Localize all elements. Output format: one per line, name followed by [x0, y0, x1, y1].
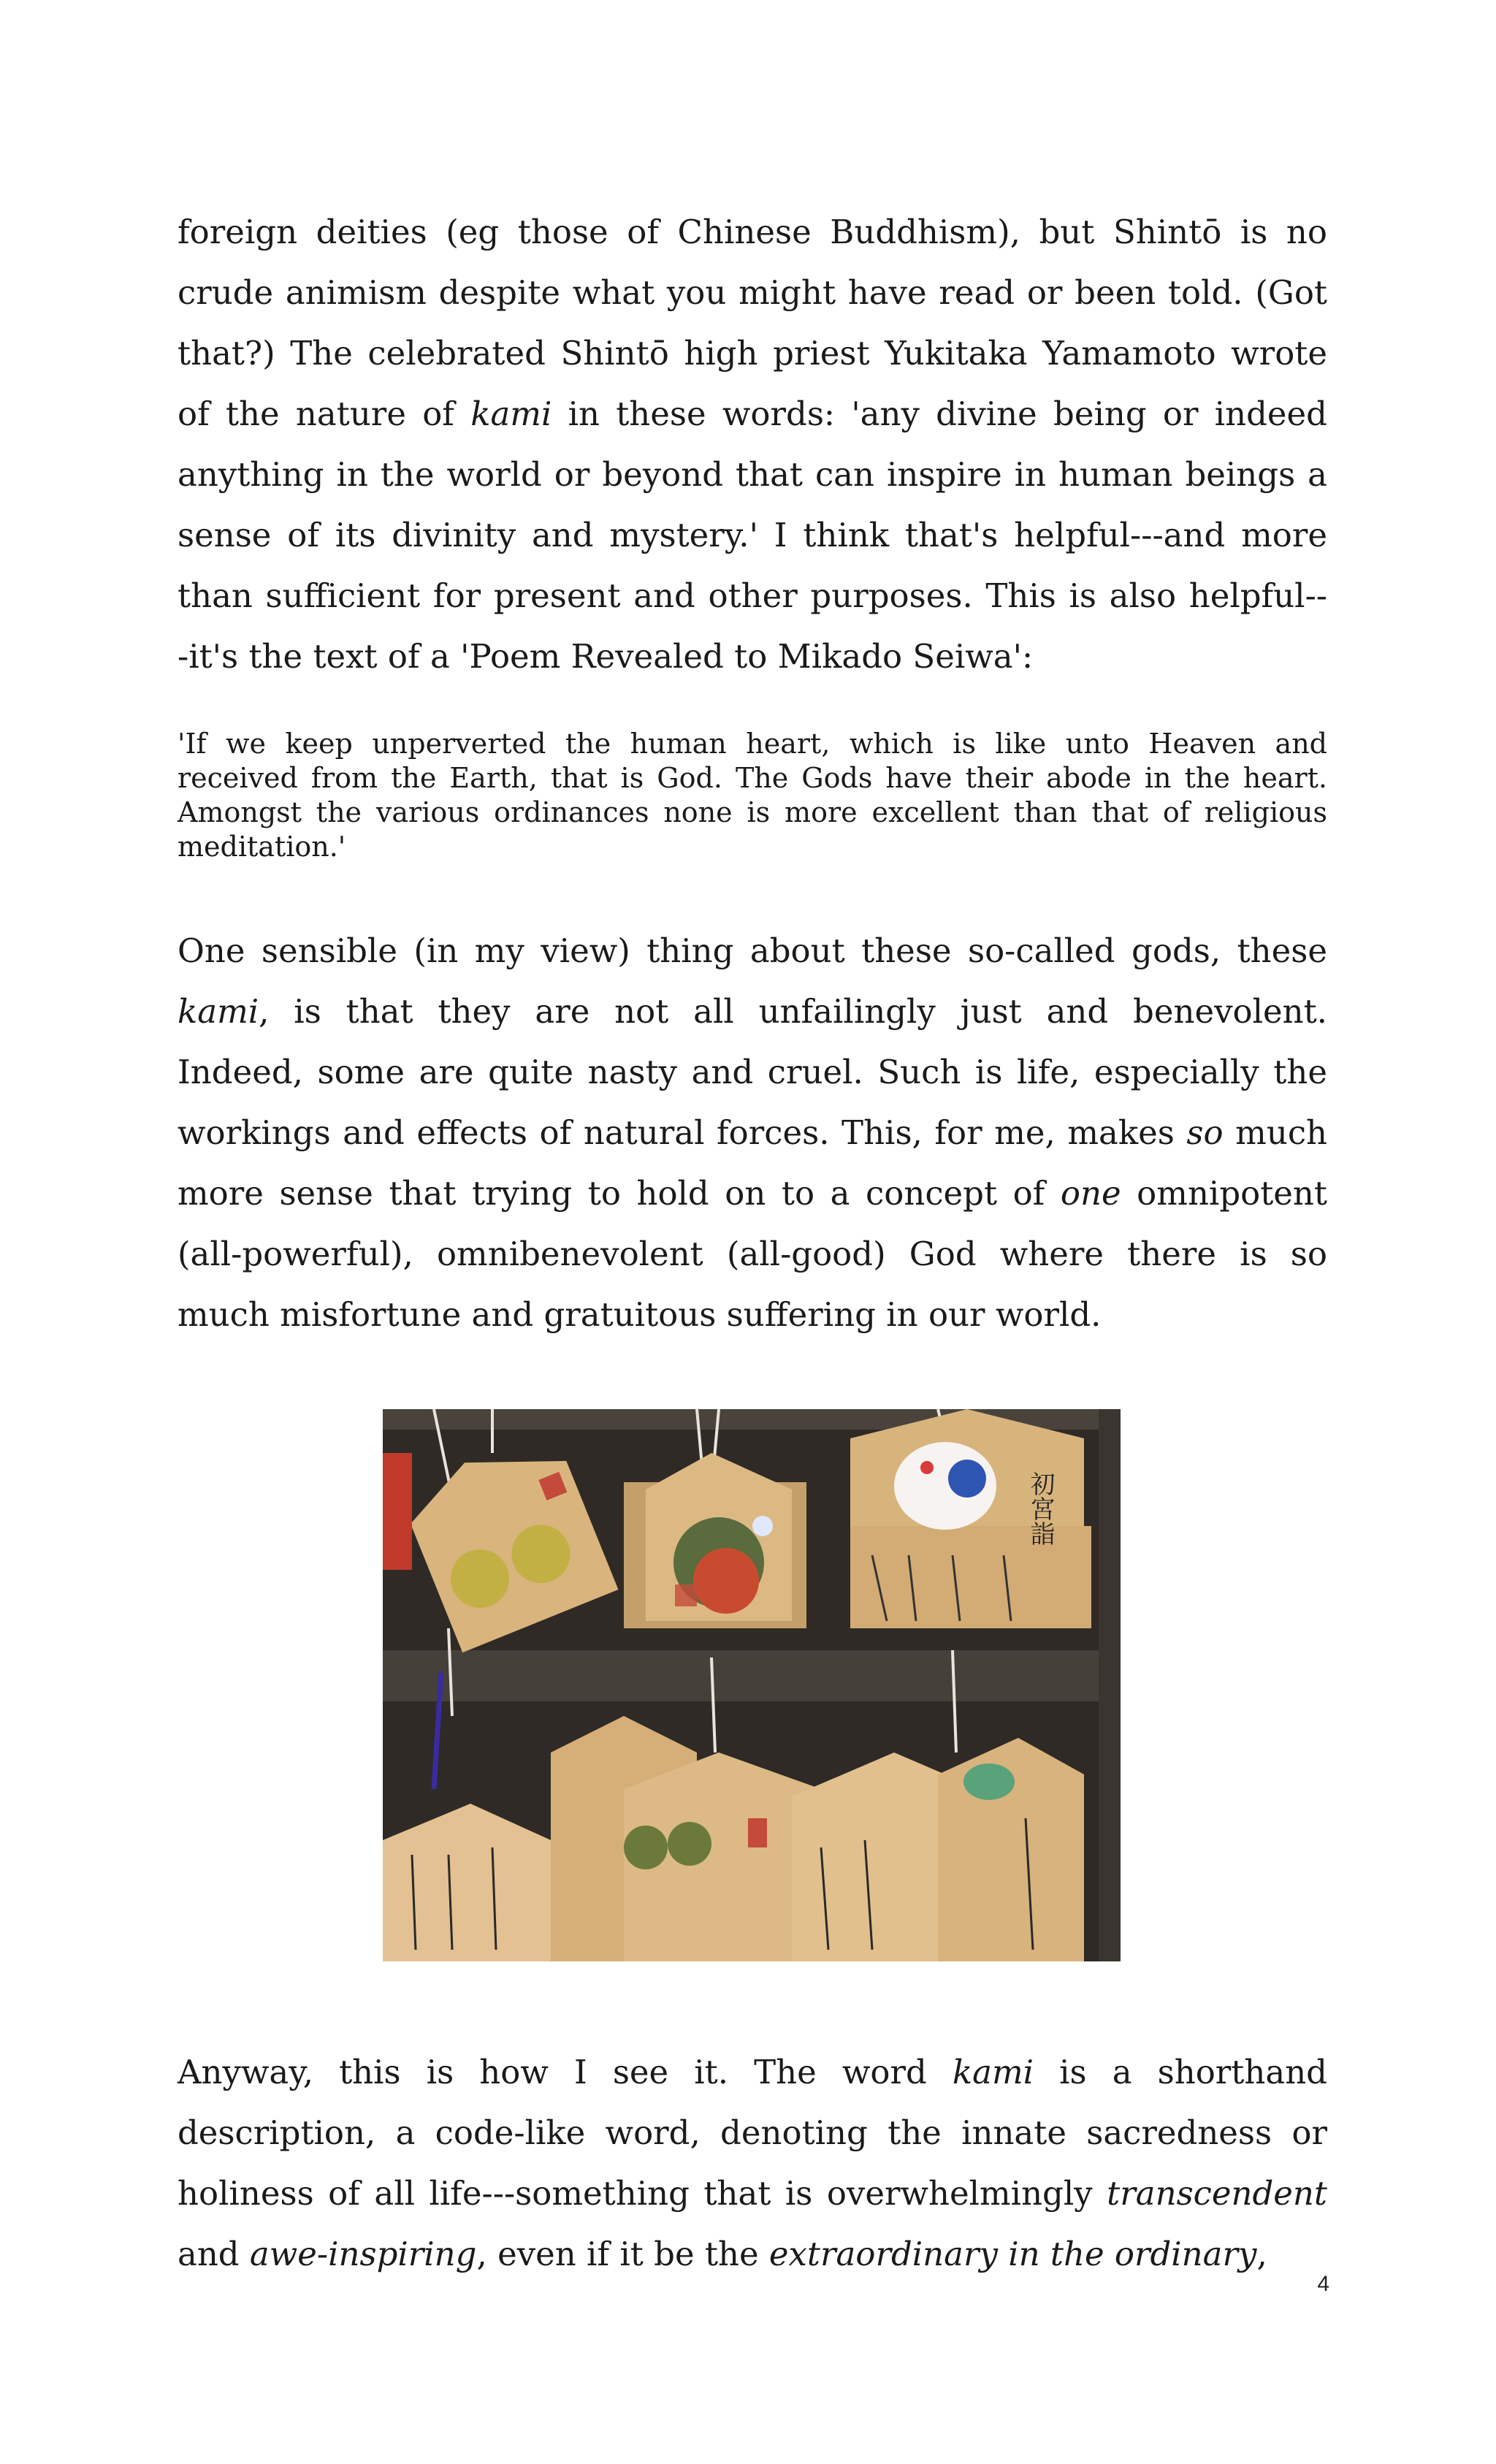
paragraph-2: [178, 920, 1327, 1345]
paragraph-1-line: foreign deities (eg those of Chinese Buddhism), but Shintō is no: [178, 213, 1327, 251]
paragraph-2-line: much misfortune and gratuitous suffering in our world.: [178, 1295, 1102, 1334]
paragraph-3-line: holiness of all life---something that is overwhelmingly transcendent: [178, 2174, 1327, 2213]
paragraph-2-line: more sense that trying to hold on to a concept of one omnipotent: [178, 1174, 1327, 1213]
paragraph-2-line: kami, is that they are not all unfailingly just and benevolent.: [178, 992, 1327, 1031]
paragraph-1-line: -it's the text of a 'Poem Revealed to Mikado Seiwa':: [178, 637, 1034, 676]
page-number: 4: [1317, 2272, 1329, 2296]
quote-line: received from the Earth, that is God. The Gods have their abode in the heart.: [178, 762, 1327, 794]
paragraph-1-line: anything in the world or beyond that can inspire in human beings a: [178, 455, 1327, 494]
paragraph-3: [178, 2042, 1327, 2284]
paragraph-1-line: than sufficient for present and other purposes. This is also helpful--: [178, 576, 1327, 615]
ema-prayer-plaques-photo: [383, 1409, 1121, 1961]
paragraph-3-line: Anyway, this is how I see it. The word kami is a shorthand: [178, 2053, 1327, 2091]
paragraph-2-line: Indeed, some are quite nasty and cruel. Such is life, especially the: [178, 1053, 1327, 1091]
block-quote: [178, 727, 1327, 864]
quote-line: 'If we keep unperverted the human heart, which is like unto Heaven and: [178, 728, 1327, 760]
paragraph-2-line: One sensible (in my view) thing about these so-called gods, these: [178, 931, 1327, 970]
paragraph-1-line: of the nature of kami in these words: 'any divine being or indeed: [178, 394, 1327, 433]
quote-line: meditation.': [178, 831, 346, 863]
paragraph-3-line: description, a code-like word, denoting the innate sacredness or: [178, 2113, 1327, 2152]
paragraph-3-line: and awe-inspiring, even if it be the extraordinary in the ordinary,: [178, 2235, 1267, 2273]
paragraph-1: [178, 202, 1327, 687]
paragraph-1-line: that?) The celebrated Shintō high priest Yukitaka Yamamoto wrote: [178, 334, 1327, 373]
quote-line: Amongst the various ordinances none is more excellent than that of religious: [178, 796, 1327, 828]
paragraph-1-line: sense of its divinity and mystery.' I think that's helpful---and more: [178, 516, 1327, 554]
svg-text:初宮詣: 初宮詣: [1026, 1471, 1055, 1546]
paragraph-2-line: (all-powerful), omnibenevolent (all-good) God where there is so: [178, 1235, 1327, 1273]
paragraph-2-line: workings and effects of natural forces. This, for me, makes so much: [178, 1113, 1327, 1152]
paragraph-1-line: crude animism despite what you might have read or been told. (Got: [178, 273, 1327, 312]
